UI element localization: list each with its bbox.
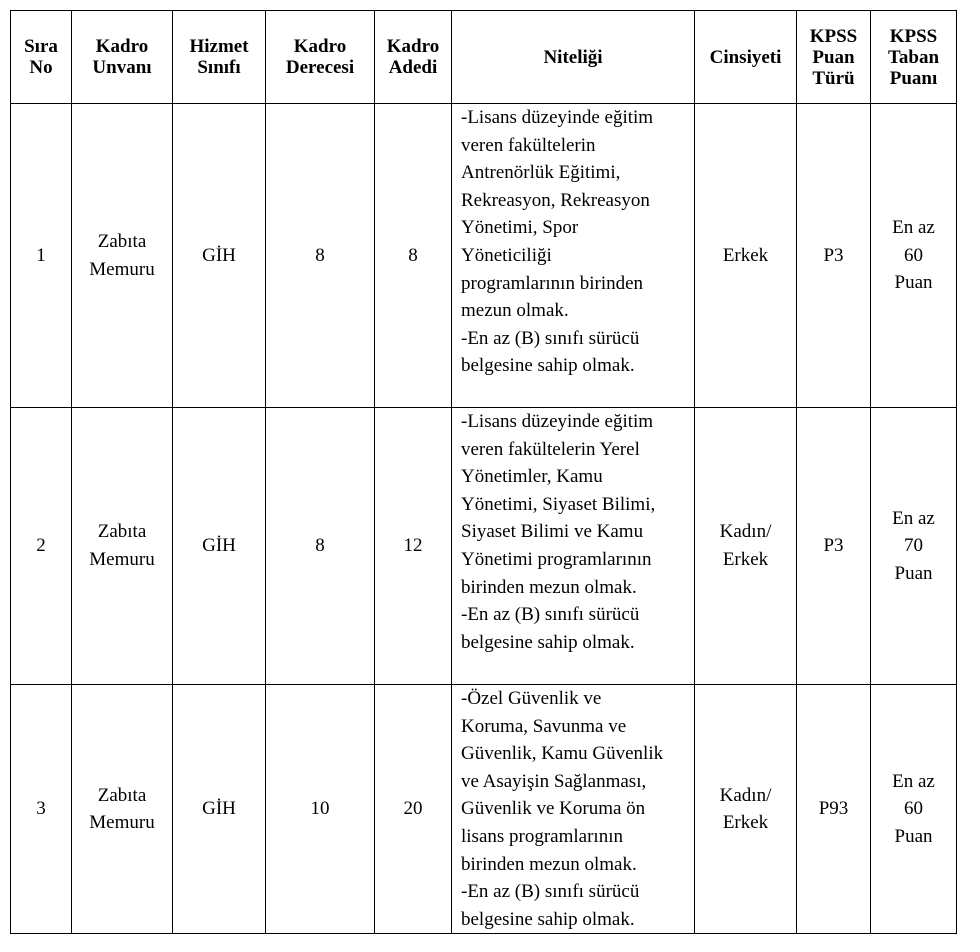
cell-cinsiyeti: Erkek [695,104,797,408]
header-niteligi: Niteliği [452,11,695,104]
cell-cinsiyeti: Kadın/ Erkek [695,685,797,934]
header-kadro-derecesi: Kadro Derecesi [266,11,375,104]
cell-kadro-unvani: Zabıta Memuru [72,685,173,934]
cell-sira-no: 2 [11,408,72,685]
cell-kpss-taban-puani: En az 60 Puan [871,685,957,934]
header-sira-no: Sıra No [11,11,72,104]
table-row [11,408,957,685]
cell-sira-no: 1 [11,104,72,408]
cell-kpss-puan-turu: P93 [797,685,871,934]
cell-niteligi: -Özel Güvenlik ve Koruma, Savunma ve Güvenlik, Kamu Güvenlik ve Asayişin Sağlanması, Güvenlik ve Koruma ön lisans programlarının birinden mezun olmak. -En az (B) sınıfı sürücü belgesine sahip olmak. [452,685,695,934]
header-kpss-puan-turu: KPSS Puan Türü [797,11,871,104]
cell-hizmet-sinifi: GİH [173,685,266,934]
cell-cinsiyeti: Kadın/ Erkek [695,408,797,685]
cell-kadro-adedi: 12 [375,408,452,685]
cell-kpss-puan-turu: P3 [797,408,871,685]
table-row [11,685,957,934]
header-kpss-taban-puani: KPSS Taban Puanı [871,11,957,104]
cell-kadro-derecesi: 8 [266,408,375,685]
header-hizmet-sinifi: Hizmet Sınıfı [173,11,266,104]
cell-hizmet-sinifi: GİH [173,104,266,408]
cell-niteligi: -Lisans düzeyinde eğitim veren fakültelerin Antrenörlük Eğitimi, Rekreasyon, Rekreasyon Yönetimi, Spor Yöneticiliği programlarının birinden mezun olmak. -En az (B) sınıfı sürücü belgesine sahip olmak. [452,104,695,408]
cell-kpss-puan-turu: P3 [797,104,871,408]
cell-kadro-derecesi: 10 [266,685,375,934]
header-kadro-unvani: Kadro Unvanı [72,11,173,104]
cell-kadro-derecesi: 8 [266,104,375,408]
header-kadro-adedi: Kadro Adedi [375,11,452,104]
kadro-table [10,10,957,934]
cell-kadro-adedi: 8 [375,104,452,408]
cell-kpss-taban-puani: En az 60 Puan [871,104,957,408]
header-row [11,11,957,104]
cell-kadro-unvani: Zabıta Memuru [72,408,173,685]
cell-hizmet-sinifi: GİH [173,408,266,685]
cell-kadro-adedi: 20 [375,685,452,934]
table-row [11,104,957,408]
cell-sira-no: 3 [11,685,72,934]
cell-kpss-taban-puani: En az 70 Puan [871,408,957,685]
cell-kadro-unvani: Zabıta Memuru [72,104,173,408]
cell-niteligi: -Lisans düzeyinde eğitim veren fakültelerin Yerel Yönetimler, Kamu Yönetimi, Siyaset Bilimi, Siyaset Bilimi ve Kamu Yönetimi programlarının birinden mezun olmak. -En az (B) sınıfı sürücü belgesine sahip olmak. [452,408,695,685]
header-cinsiyeti: Cinsiyeti [695,11,797,104]
